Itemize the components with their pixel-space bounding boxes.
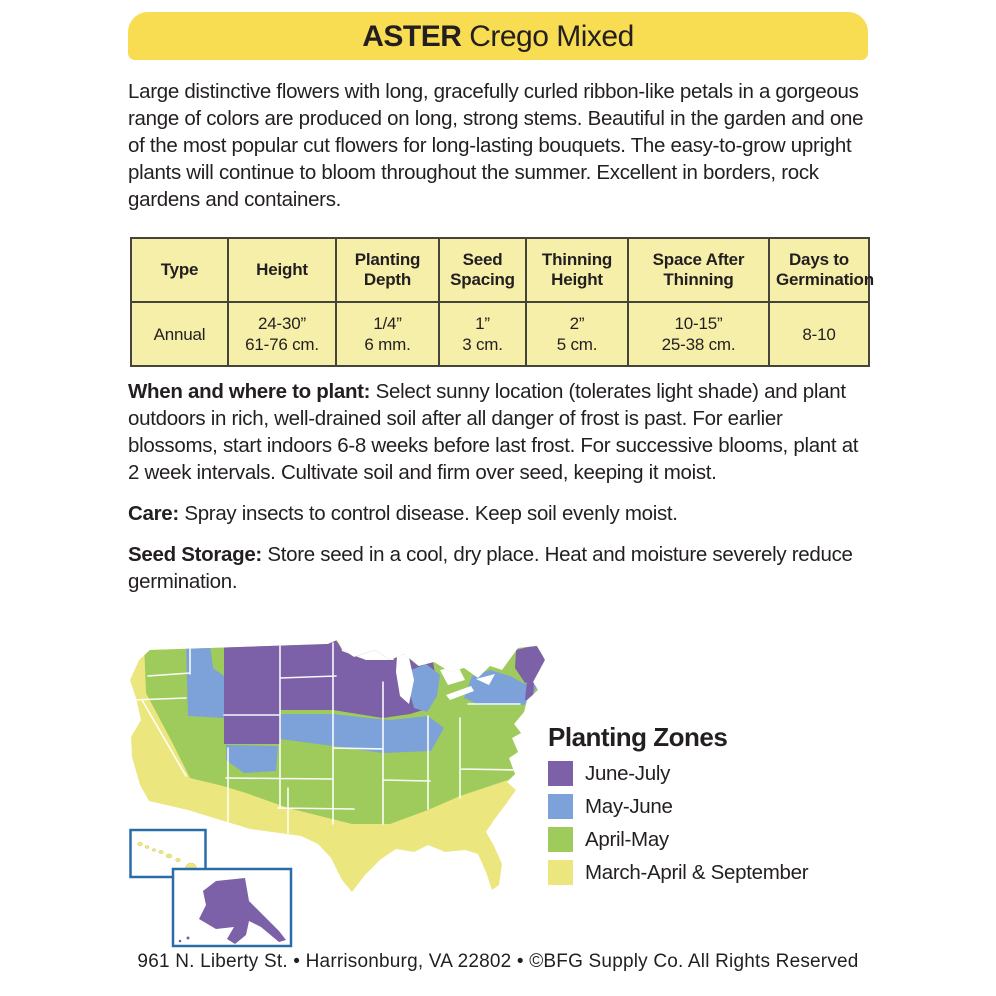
legend-label: May-June xyxy=(585,794,673,818)
legend-item xyxy=(548,827,868,852)
col-header-thinning-height: Thinning Height xyxy=(526,238,628,302)
description-text: Large distinctive flowers with long, gracefully curled ribbon-like petals in a gorgeous range of colors are produced on long, strong stems. Beautiful in the garden and one of the most popular cut flowers for long-lasting bouquets. The easy-to-grow upright plants will continue to bloom throughout the summer. Excellent in borders, rock gardens and containers. xyxy=(128,80,864,211)
cell-space-after-thinning: 10-15” 25-38 cm. xyxy=(628,302,769,366)
cell-seed-spacing: 1” 3 cm. xyxy=(439,302,526,366)
legend-label: March-April & September xyxy=(585,860,809,884)
legend-item xyxy=(548,761,868,786)
packet-back xyxy=(128,0,874,996)
section-seed-storage xyxy=(128,541,868,595)
cell-height: 24-30” 61-76 cm. xyxy=(228,302,336,366)
cell-type: Annual xyxy=(131,302,228,366)
variety-name: ASTER xyxy=(362,20,462,53)
col-header-days-to-germination: Days to Germination xyxy=(769,238,869,302)
section-care-text: Spray insects to control disease. Keep soil evenly moist. xyxy=(178,502,678,525)
col-header-type: Type xyxy=(131,238,228,302)
col-header-seed-spacing: Seed Spacing xyxy=(439,238,526,302)
col-header-planting-depth: Planting Depth xyxy=(336,238,439,302)
planting-info-table xyxy=(130,237,874,367)
legend-label: June-July xyxy=(585,761,671,785)
section-when-where xyxy=(128,378,868,486)
zone-swatch-march-april-september xyxy=(548,860,573,885)
zone-swatch-april-may xyxy=(548,827,573,852)
section-when-where-text: Select sunny location (tolerates light shade) and plant outdoors in rich, well-drained soil after all danger of frost is past. For earlier blossoms, start indoors 6-8 weeks before last frost. For successive blooms, plant at 2 week intervals. Cultivate soil and firm over seed, keeping it moist. xyxy=(128,380,859,484)
section-seed-storage-label: Seed Storage: xyxy=(128,543,262,566)
col-header-space-after-thinning: Space After Thinning xyxy=(628,238,769,302)
section-seed-storage-text: Store seed in a cool, dry place. Heat and moisture severely reduce germination. xyxy=(128,543,853,593)
col-header-height: Height xyxy=(228,238,336,302)
planting-zones-legend xyxy=(548,722,868,885)
packet-title-banner xyxy=(128,12,868,60)
planting-zones-map xyxy=(128,638,868,968)
legend-title: Planting Zones xyxy=(548,722,728,752)
table-header-row xyxy=(131,238,869,302)
us-map xyxy=(128,638,563,963)
cell-thinning-height: 2” 5 cm. xyxy=(526,302,628,366)
footer-address: 961 N. Liberty St. • Harrisonburg, VA 22802 • ©BFG Supply Co. All Rights Reserved xyxy=(137,951,859,972)
cell-days-to-germination: 8-10 xyxy=(769,302,869,366)
legend-item xyxy=(548,860,868,885)
variety-subname: Crego Mixed xyxy=(469,20,634,53)
legend-item xyxy=(548,794,868,819)
cell-planting-depth: 1/4” 6 mm. xyxy=(336,302,439,366)
table-row xyxy=(131,302,869,366)
legend-label: April-May xyxy=(585,827,669,851)
zone-swatch-june-july xyxy=(548,761,573,786)
section-care xyxy=(128,500,868,527)
section-when-where-label: When and where to plant: xyxy=(128,380,371,403)
zone-swatch-may-june xyxy=(548,794,573,819)
alaska-inset xyxy=(173,869,291,946)
section-care-label: Care: xyxy=(128,502,179,525)
